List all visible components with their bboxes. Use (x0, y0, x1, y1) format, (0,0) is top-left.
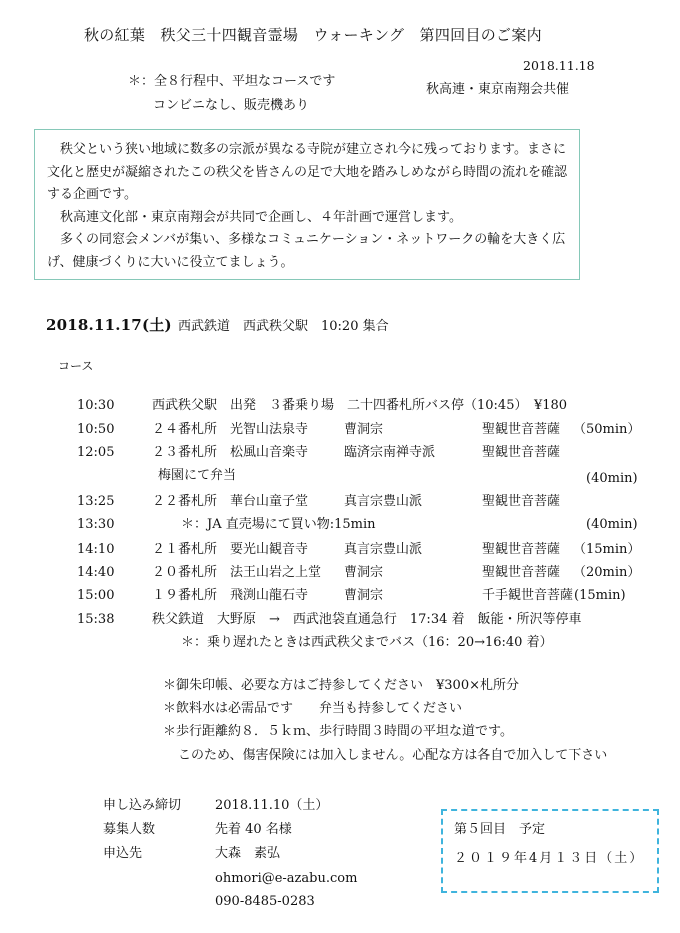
note-item: ＊御朱印帳、必要な方はご持参してください ¥300×札所分 (163, 678, 519, 693)
intro-paragraph-2: 秋高連文化部・東京南翔会が共同で企画し、４年計画で運営します。 (60, 209, 462, 225)
note-item: ＊飲料水は必需品です 弁当も持参してください (163, 701, 463, 716)
document-date: 2018.11.18 (523, 58, 595, 73)
schedule-temple: ２０番札所 法王山岩之上堂 (152, 565, 322, 580)
schedule-desc: 西武秩父駅 出発 ３番乗り場 二十四番札所バス停（10:45） ¥180 (152, 398, 568, 413)
schedule-desc: ＊：乗り遅れたときは西武秩父までバス（16：20→16:40 着） (181, 635, 553, 650)
schedule-time: 10:50 (77, 422, 115, 437)
next-event-box (441, 809, 659, 893)
deadline-value: 2018.11.10（土） (215, 798, 329, 813)
schedule-desc: 梅園にて弁当 (158, 468, 237, 483)
schedule-time: 10:30 (77, 398, 115, 413)
next-event-date: ２０１９年4月１３日（土） (454, 851, 645, 866)
course-note-line2: コンビニなし、販売機あり (153, 98, 310, 113)
schedule-duration: (15min) (574, 588, 626, 603)
contact-phone: 090-8485-0283 (215, 894, 315, 909)
schedule-time: 14:10 (77, 542, 115, 557)
note-item: ＊歩行距離約８．５ｋｍ、歩行時間３時間の平坦な道です。 (163, 724, 513, 739)
contact-label: 申込先 (103, 846, 143, 861)
contact-name: 大森 素弘 (215, 846, 281, 861)
schedule-sect: 曹洞宗 (344, 422, 384, 437)
intro-paragraph-1: 秩父という狭い地域に数多の宗派が異なる寺院が建立され今に残っております。まさに文化と歴史が凝縮されたこの秩父を皆さんの足で大地を踏みしめながら時間の流れを確認する企画です。 (47, 142, 568, 202)
event-date: 2018.11.17(土) (46, 316, 172, 334)
schedule-time: 15:38 (77, 612, 115, 627)
schedule-duration: （50min） (573, 422, 641, 437)
next-event-title: 第５回目 予定 (454, 822, 546, 837)
intro-paragraph-3: 多くの同窓会メンバが集い、多様なコミュニケーション・ネットワークの輪を大きく広げ、健康づくりに大いに役立てましょう。 (47, 232, 566, 270)
schedule-deity: 聖観世音菩薩 (482, 565, 561, 580)
schedule-time: 15:00 (77, 588, 115, 603)
schedule-temple: １９番札所 飛渕山龍石寺 (152, 588, 309, 603)
schedule-temple: ２４番札所 光智山法泉寺 (152, 422, 309, 437)
schedule-deity: 聖観世音菩薩 (482, 542, 561, 557)
organizer: 秋高連・東京南翔会共催 (426, 82, 570, 97)
schedule-sect: 曹洞宗 (344, 565, 384, 580)
schedule-deity: 聖観世音菩薩 (482, 494, 561, 509)
schedule-deity: 千手観世音菩薩 (482, 588, 574, 603)
page-title: 秋の紅葉 秩父三十四観音霊場 ウォーキング 第四回目のご案内 (84, 26, 542, 44)
schedule-duration: （20min） (573, 565, 641, 580)
schedule-sect: 臨済宗南禅寺派 (344, 445, 436, 460)
course-label: コース (58, 359, 94, 373)
schedule-temple: ２３番札所 松風山音楽寺 (152, 445, 309, 460)
note-item: このため、傷害保険には加入しません。心配な方は各自で加入して下さい (178, 748, 608, 763)
schedule-sect: 曹洞宗 (344, 588, 384, 603)
schedule-time: 13:25 (77, 494, 115, 509)
schedule-temple: ２２番札所 華台山童子堂 (152, 494, 309, 509)
event-meeting-place: 西武鉄道 西武秩父駅 10:20 集合 (178, 319, 389, 334)
schedule-time: 13:30 (77, 517, 115, 532)
schedule-sect: 真言宗豊山派 (344, 494, 423, 509)
contact-email: ohmori@e-azabu.com (215, 871, 358, 886)
intro-box (34, 129, 580, 280)
schedule-duration: (40min) (586, 517, 638, 532)
schedule-duration: （15min） (573, 542, 641, 557)
deadline-label: 申し込み締切 (103, 798, 182, 813)
schedule-sect: 真言宗豊山派 (344, 542, 423, 557)
schedule-deity: 聖観世音菩薩 (482, 445, 561, 460)
schedule-duration: (40min) (586, 471, 638, 486)
schedule-temple: ２１番札所 要光山観音寺 (152, 542, 309, 557)
capacity-label: 募集人数 (103, 822, 156, 837)
schedule-desc: 秩父鉄道 大野原 → 西武池袋直通急行 17:34 着 飯能・所沢等停車 (152, 612, 582, 627)
schedule-time: 12:05 (77, 445, 115, 460)
schedule-time: 14:40 (77, 565, 115, 580)
schedule-desc: ＊：JA 直売場にて買い物:15min (181, 517, 376, 532)
course-note-line1: ＊：全８行程中、平坦なコースです (128, 74, 336, 89)
schedule-deity: 聖観世音菩薩 (482, 422, 561, 437)
capacity-value: 先着 40 名様 (215, 822, 292, 837)
